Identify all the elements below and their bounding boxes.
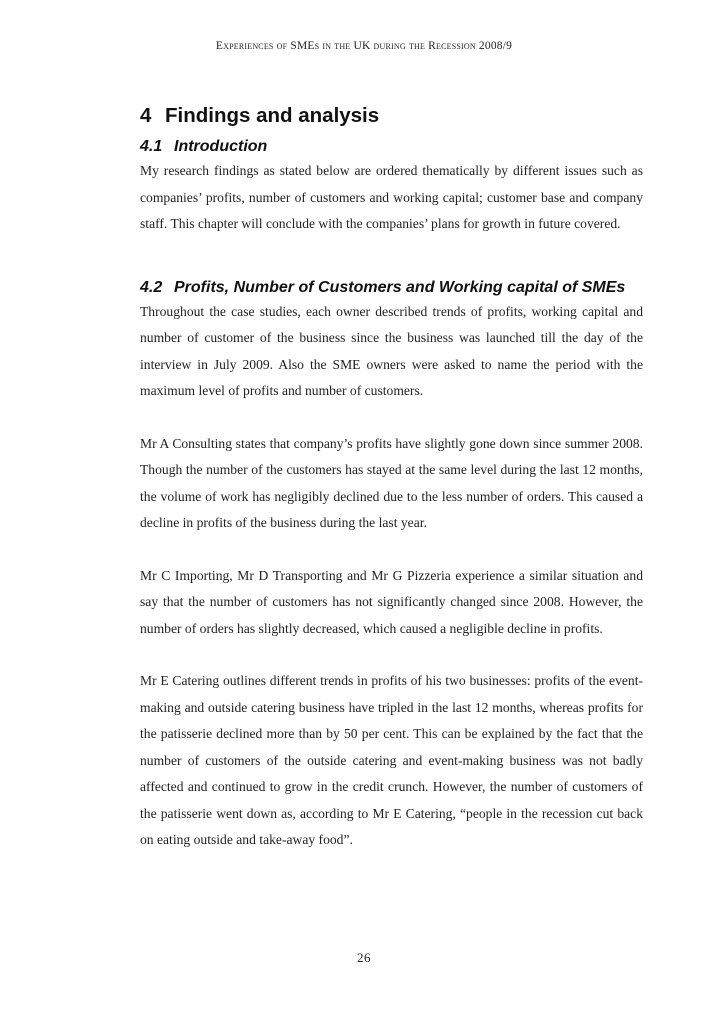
chapter-title: Findings and analysis (165, 104, 380, 127)
paragraph-case-studies: Throughout the case studies, each owner described trends of profits, working capital and number of customer of the business since the business was launched till the day of the interview in July 2009. Also the SME owners were asked to name the period with the maximum level of profits and number of customers. (140, 303, 643, 398)
section-title: Introduction (174, 138, 268, 155)
running-header: Experiences of SMEs in the UK during the Recession 2008/9 (215, 40, 513, 52)
section-title: Profits, Number of Customers and Working capital of SMEs (174, 278, 626, 296)
chapter-number: 4 (140, 104, 152, 127)
section-number: 4.1 (140, 138, 163, 155)
paragraph-mr-a-consulting: Mr A Consulting states that company’s profits have slightly gone down since summer 2008. Though the number of the customers has stayed at the same level during the last 12 months, the volume of work has negligibly declined due to the less number of orders. This caused a decline in profits of the business during the last year. (140, 435, 643, 530)
page-number: 26 (357, 950, 371, 965)
section-heading-profits (140, 277, 643, 299)
paragraph-mr-c-d-g: Mr C Importing, Mr D Transporting and Mr G Pizzeria experience a similar situation and say that the number of customers has not significantly changed since 2008. However, the number of orders has slightly decreased, which caused a negligible decline in profits. (140, 567, 643, 636)
paragraph-mr-e-catering: Mr E Catering outlines different trends in profits of his two businesses: profits of the event-making and outside catering business have tripled in the last 12 months, whereas profits for the patisserie declined more than by 50 per cent. This can be explained by the fact that the number of customers of the outside catering and event-making business was not badly affected and continued to grow in the credit crunch. However, the number of customers of the patisserie went down as, according to Mr E Catering, “people in the recession cut back on eating outside and take-away food”. (140, 673, 643, 847)
page-body (140, 98, 643, 854)
section-number: 4.2 (140, 278, 163, 296)
paragraph-intro: My research findings as stated below are ordered thematically by different issues such as companies’ profits, number of customers and working capital; customer base and company staff. This chapter will conclude with the companies’ plans for growth in future covered. (140, 163, 643, 231)
chapter-heading (140, 104, 643, 128)
section-heading-intro (140, 136, 643, 158)
